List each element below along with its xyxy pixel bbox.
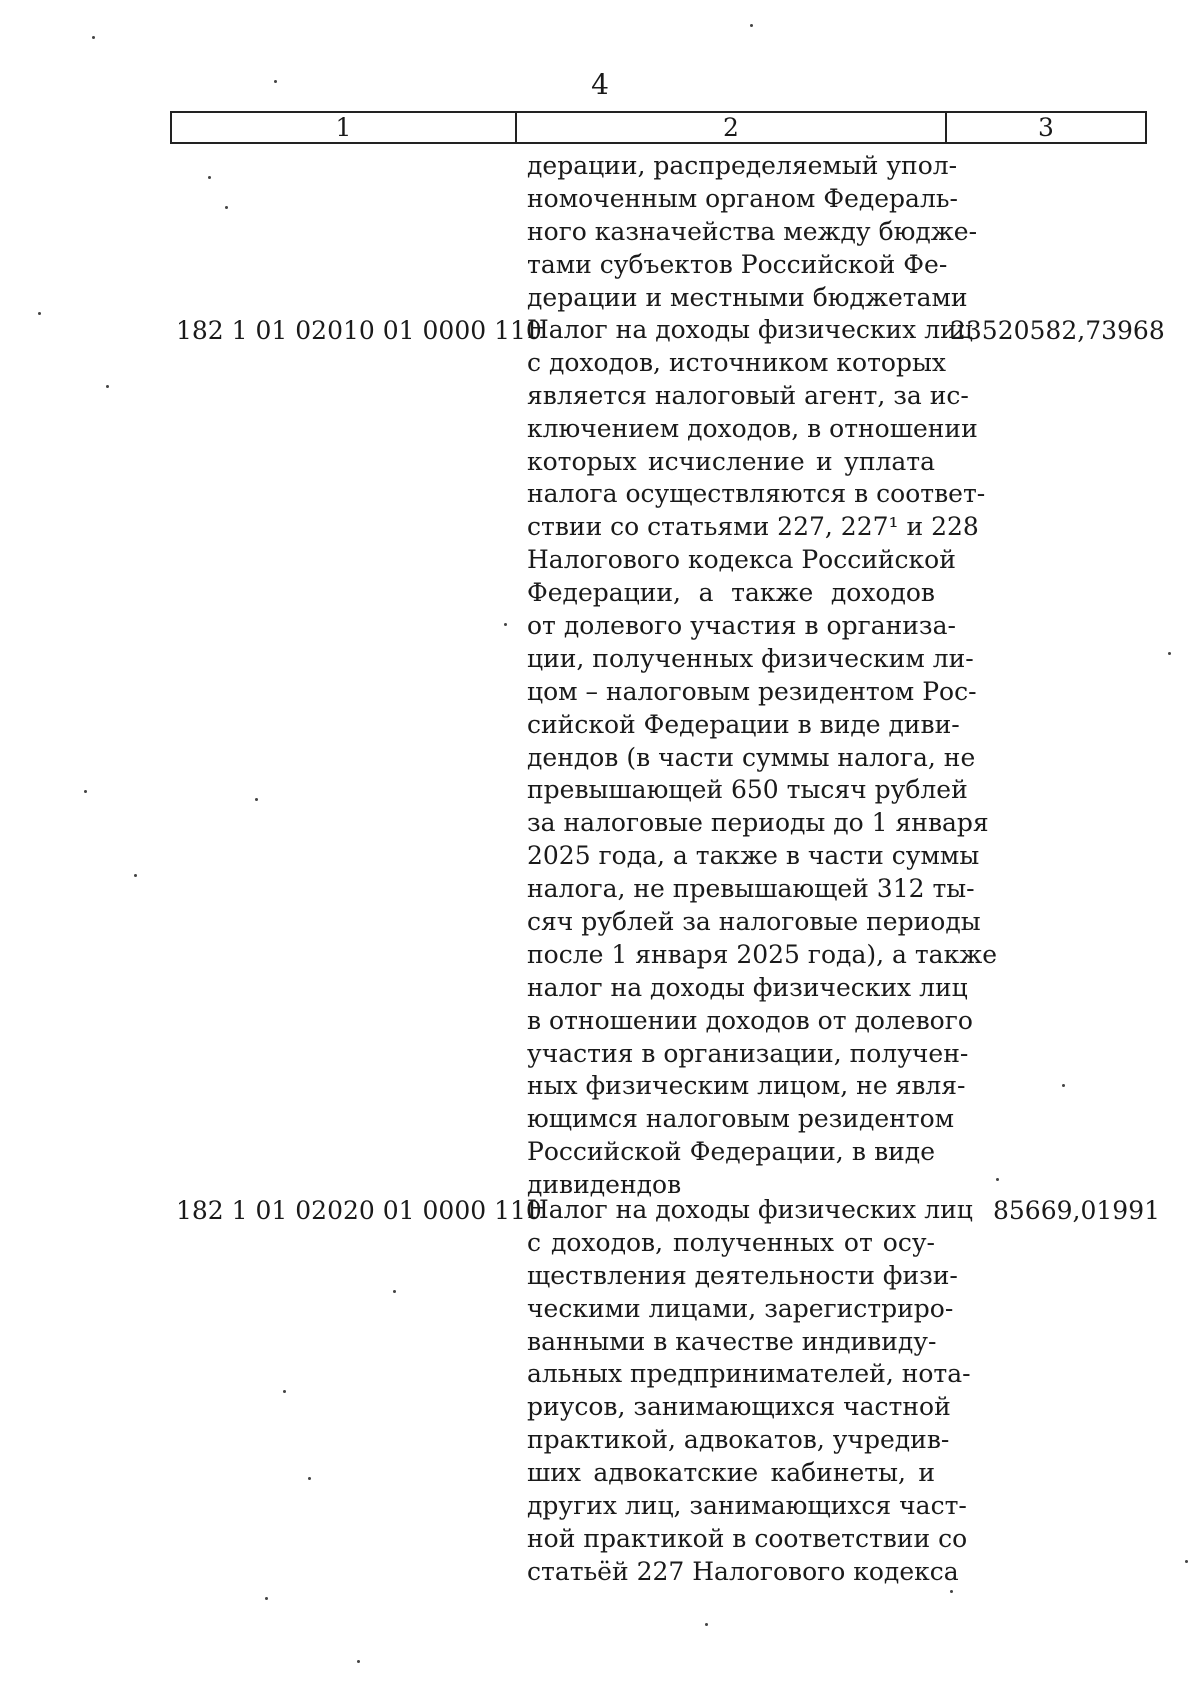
description-line: Российской Федерации, в виде: [527, 1137, 935, 1167]
row-2-code: 182 1 01 02020 01 0000 110: [176, 1196, 542, 1225]
description-line: дерации и местными бюджетами: [527, 282, 968, 312]
description-line: альных предпринимателей, нота-: [527, 1359, 971, 1389]
scan-speck: [283, 1390, 286, 1393]
description-line: налог на доходы физических лиц: [527, 972, 968, 1002]
description-line: ции, полученных физическим ли-: [527, 643, 974, 673]
page-number: 4: [591, 68, 609, 101]
scan-speck: [106, 385, 109, 388]
description-line: ключением доходов, в отношении: [527, 413, 978, 443]
description-line: участия в организации, получен-: [527, 1038, 969, 1068]
description-line: налога, не превышающей 312 ты-: [527, 874, 975, 904]
scan-speck: [1168, 652, 1171, 655]
description-line: практикой, адвокатов, учредив-: [527, 1425, 950, 1455]
scan-speck: [504, 623, 507, 626]
scan-speck: [393, 1290, 396, 1293]
description-line: номоченным органом Федераль-: [527, 183, 958, 213]
table-header: [170, 111, 1147, 144]
scan-speck: [1062, 1084, 1065, 1087]
description-line: ческими лицами, зарегистриро-: [527, 1293, 954, 1323]
column-header-1: 1: [172, 113, 517, 142]
description-line: тами субъектов Российской Фе-: [527, 249, 948, 279]
scan-speck: [38, 312, 41, 315]
scan-speck: [92, 36, 95, 39]
scan-speck: [357, 1660, 360, 1663]
scan-speck: [84, 790, 87, 793]
scan-speck: [255, 798, 258, 801]
row-1-amount: 23520582,73968: [950, 316, 1165, 345]
description-line: Налогового кодекса Российской: [527, 545, 956, 575]
description-line: дивидендов: [527, 1170, 682, 1200]
description-line: которых исчисление и уплата: [527, 446, 935, 476]
description-line: риусов, занимающихся частной: [527, 1392, 951, 1422]
row-1-code: 182 1 01 02010 01 0000 110: [176, 316, 542, 345]
row-2-amount: 85669,01991: [993, 1196, 1161, 1225]
description-line: других лиц, занимающихся част-: [527, 1491, 967, 1521]
description-line: ных физическим лицом, не явля-: [527, 1071, 966, 1101]
description-line: ших адвокатские кабинеты, и: [527, 1458, 935, 1488]
description-line: 2025 года, а также в части суммы: [527, 841, 980, 871]
continued-description: [527, 150, 978, 314]
description-line: ной практикой в соответствии со: [527, 1523, 968, 1553]
description-line: дендов (в части суммы налога, не: [527, 742, 976, 772]
row-2-description: [527, 1194, 973, 1589]
description-line: ствии со статьями 227, 227¹ и 228: [527, 512, 979, 542]
column-header-3: 3: [1038, 113, 1054, 142]
column-header-2: 2: [517, 113, 947, 142]
scan-speck: [308, 1477, 311, 1480]
description-line: сяч рублей за налоговые периоды: [527, 907, 981, 937]
scan-speck: [134, 874, 137, 877]
description-line: Налог на доходы физических лиц: [527, 1195, 973, 1224]
description-line: ющимся налоговым резидентом: [527, 1104, 955, 1134]
description-line: ществления деятельности физи-: [527, 1260, 958, 1290]
description-line: налога осуществляются в соответ-: [527, 479, 986, 509]
description-line: Налог на доходы физических лиц: [527, 315, 973, 344]
description-line: за налоговые периоды до 1 января: [527, 808, 989, 838]
scan-speck: [265, 1597, 268, 1600]
scan-speck: [274, 80, 277, 83]
description-line: дерации, распределяемый упол-: [527, 151, 958, 180]
description-line: после 1 января 2025 года), а также: [527, 939, 997, 969]
description-line: статьёй 227 Налогового кодекса: [527, 1556, 959, 1586]
description-line: в отношении доходов от долевого: [527, 1005, 973, 1035]
scan-speck: [996, 1178, 999, 1181]
description-line: ного казначейства между бюдже-: [527, 216, 978, 246]
description-line: с доходов, источником которых: [527, 347, 946, 377]
scan-speck: [750, 24, 753, 27]
scan-speck: [1185, 1560, 1188, 1563]
scan-speck: [225, 206, 228, 209]
description-line: с доходов, полученных от осу-: [527, 1227, 935, 1257]
description-line: сийской Федерации в виде диви-: [527, 709, 960, 739]
description-line: от долевого участия в организа-: [527, 611, 956, 641]
description-line: превышающей 650 тысяч рублей: [527, 775, 968, 805]
description-line: ванными в качестве индивиду-: [527, 1326, 937, 1356]
description-line: является налоговый агент, за ис-: [527, 380, 969, 410]
scan-speck: [208, 176, 211, 179]
row-1-description: [527, 314, 997, 1202]
description-line: Федерации, а также доходов: [527, 578, 935, 608]
scan-speck: [950, 1590, 953, 1593]
scan-speck: [705, 1623, 708, 1626]
description-line: цом – налоговым резидентом Рос-: [527, 676, 977, 706]
